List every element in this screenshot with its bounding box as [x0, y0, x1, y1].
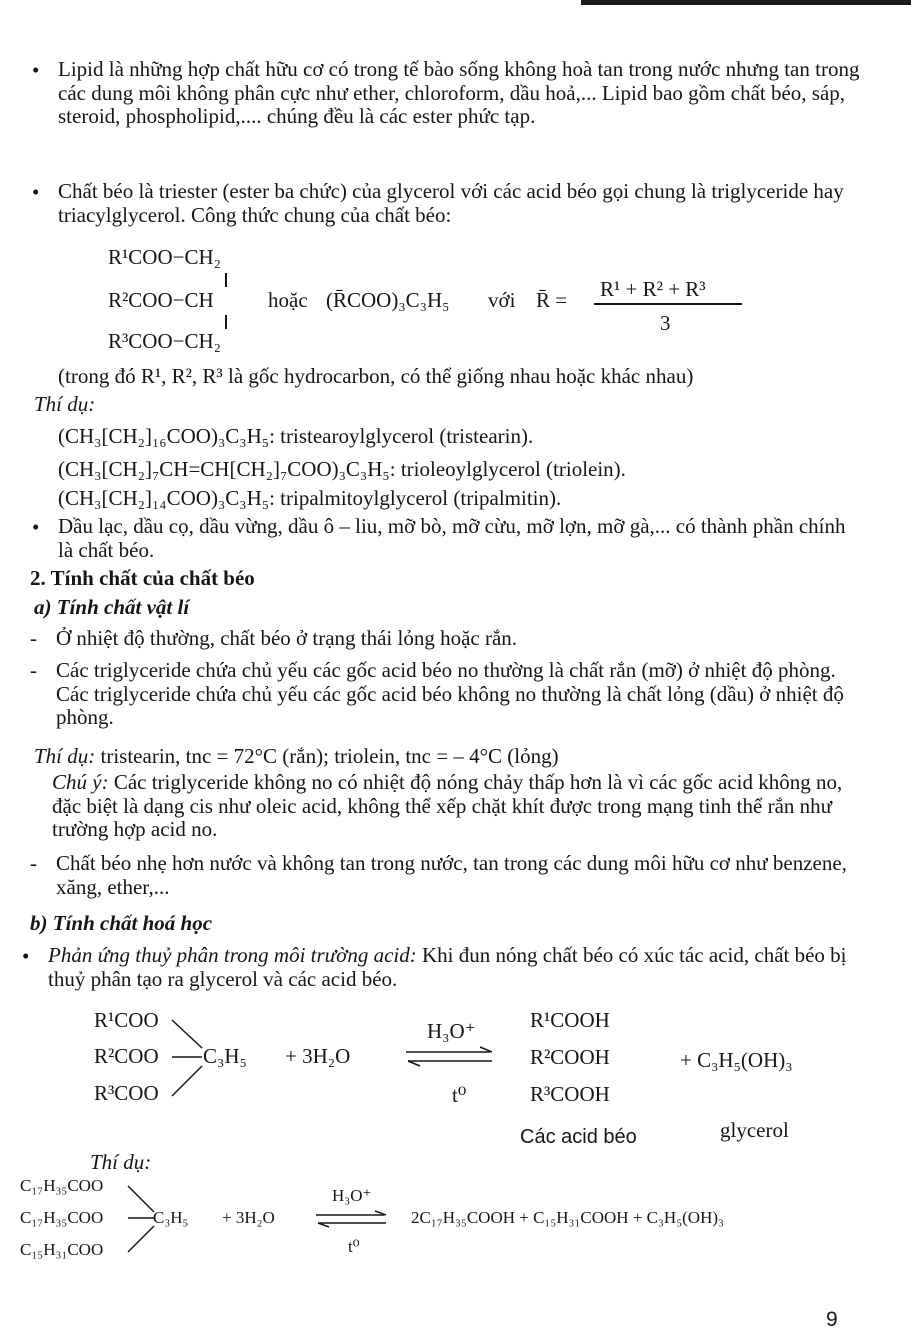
reactant-chain-2: R²COO	[94, 1044, 159, 1068]
bullet-icon: •	[32, 180, 40, 204]
example-tristearin: (CH₃[CH₂]₁₆COO)₃C₃H₅: tristearoylglycerol (tristearin).	[58, 424, 534, 448]
bullet-icon: •	[32, 515, 40, 539]
product-acid-2: R²COOH	[530, 1045, 610, 1069]
reactant-chain-3: C₁₅H₃₁COO	[20, 1240, 104, 1259]
water-reactant: + 3H₂O	[285, 1044, 351, 1068]
example-label: Thí dụ:	[34, 392, 96, 416]
physical-note: Chú ý: Các triglyceride không no có nhiệt độ nóng chảy thấp hơn là vì các gốc acid không no, đặc biệt là dạng cis như oleic acid, không thể xếp chặt khít được trong mạng tinh thể rắn như trường hợp acid no.	[52, 770, 843, 842]
condition-label: t⁰	[452, 1083, 467, 1107]
bullet-text: Lipid là những hợp chất hữu cơ có trong tế bào sống không hoà tan trong nước nhưng tan trong các dung môi không phân cực như ether, chloroform, dầu hoả,... Lipid bao gồm chất béo, sáp, steroid, phospholipid,.... chúng đều là các ester phức tạp.	[58, 57, 860, 129]
catalyst-label: H₃O⁺	[332, 1186, 372, 1205]
subheading-physical: a) Tính chất vật lí	[34, 595, 190, 619]
reactant-chain-3: R³COO	[94, 1081, 159, 1105]
bullet-fat-sources	[32, 514, 864, 562]
formula-rbar: R̄ =	[536, 288, 568, 312]
glycerol-product: + C₃H₅(OH)₃	[680, 1048, 793, 1072]
glyceryl-core: C₃H₅	[153, 1208, 189, 1227]
caption-glycerol: glycerol	[720, 1118, 789, 1142]
formula-note: (trong đó R¹, R², R³ là gốc hydrocarbon, có thể giống nhau hoặc khác nhau)	[58, 364, 694, 388]
condition-label: t⁰	[348, 1237, 360, 1256]
formula-row-3: R³COO−CH₂	[108, 329, 221, 353]
catalyst-label: H₃O⁺	[427, 1019, 476, 1043]
physical-example: Thí dụ: tristearin, tnc = 72°C (rắn); triolein, tnc = – 4°C (lỏng)	[34, 744, 559, 768]
reactant-chain-2: C₁₇H₃₅COO	[20, 1208, 104, 1227]
bullet-text: Dầu lạc, dầu cọ, dầu vừng, dầu ô – liu, mỡ bò, mỡ cừu, mỡ lợn, mỡ gà,... có thành phần chính là chất béo.	[58, 514, 846, 562]
glyceryl-core: C₃H₅	[203, 1044, 247, 1068]
physical-point-3: - Chất béo nhẹ hơn nước và không tan trong nước, tan trong các dung môi hữu cơ như benzene, xăng, ether,...	[30, 851, 847, 899]
formula-row-2: R²COO−CH	[108, 288, 214, 312]
top-border-bar	[581, 0, 911, 5]
products: 2C₁₇H₃₅COOH + C₁₅H₃₁COOH + C₃H₅(OH)₃	[411, 1208, 724, 1227]
dash-icon: -	[30, 851, 37, 875]
bullet-hydrolysis: • Phản ứng thuỷ phân trong môi trường acid: Khi đun nóng chất béo có xúc tác acid, chất béo bị thuỷ phân tạo ra glycerol và các acid béo.	[22, 943, 847, 991]
formula-alt: (R̄COO)₃C₃H₅	[326, 288, 450, 312]
bullet-fat-definition	[32, 179, 864, 227]
formula-denominator: 3	[660, 311, 671, 335]
reactant-chain-1: R¹COO	[94, 1008, 159, 1032]
dash-icon: -	[30, 658, 37, 682]
bullet-icon: •	[32, 58, 40, 82]
caption-fatty-acids: Các acid béo	[520, 1126, 637, 1148]
page-number: 9	[826, 1308, 838, 1331]
formula-row-1: R¹COO−CH₂	[108, 245, 221, 269]
water-reactant: + 3H₂O	[222, 1208, 275, 1227]
bullet-text: Chất béo là triester (ester ba chức) của glycerol với các acid béo gọi chung là triglyceride hay triacylglycerol. Công thức chung của chất béo:	[58, 179, 844, 227]
bullet-lipid-definition	[32, 57, 864, 129]
formula-with: với	[488, 288, 516, 312]
bond-line	[225, 273, 227, 287]
fraction-bar	[594, 303, 742, 305]
equilibrium-arrow-icon	[404, 1046, 496, 1068]
physical-point-1: - Ở nhiệt độ thường, chất béo ở trạng thái lỏng hoặc rắn.	[30, 626, 518, 650]
product-acid-3: R³COOH	[530, 1082, 610, 1106]
section-heading: 2. Tính chất của chất béo	[30, 566, 255, 590]
example-triolein: (CH₃[CH₂]₇CH=CH[CH₂]₇COO)₃C₃H₅: trioleoylglycerol (triolein).	[58, 457, 626, 481]
bond-line	[225, 315, 227, 329]
formula-or: hoặc	[268, 288, 308, 312]
equilibrium-arrow-icon	[314, 1210, 390, 1230]
subheading-chemical: b) Tính chất hoá học	[30, 911, 213, 935]
example-tripalmitin: (CH₃[CH₂]₁₄COO)₃C₃H₅: tripalmitoylglycerol (tripalmitin).	[58, 486, 562, 510]
dash-icon: -	[30, 626, 37, 650]
product-acid-1: R¹COOH	[530, 1008, 610, 1032]
formula-numerator: R¹ + R² + R³	[600, 277, 706, 301]
physical-point-2: - Các triglyceride chứa chủ yếu các gốc acid béo no thường là chất rắn (mỡ) ở nhiệt độ phòng. Các triglyceride chứa chủ yếu các gốc acid béo không no thường là chất lỏng (dầu) ở nhiệt độ phòng.	[30, 658, 844, 730]
example-label: Thí dụ:	[90, 1150, 152, 1174]
reactant-chain-1: C₁₇H₃₅COO	[20, 1176, 104, 1195]
bullet-icon: •	[22, 944, 30, 968]
